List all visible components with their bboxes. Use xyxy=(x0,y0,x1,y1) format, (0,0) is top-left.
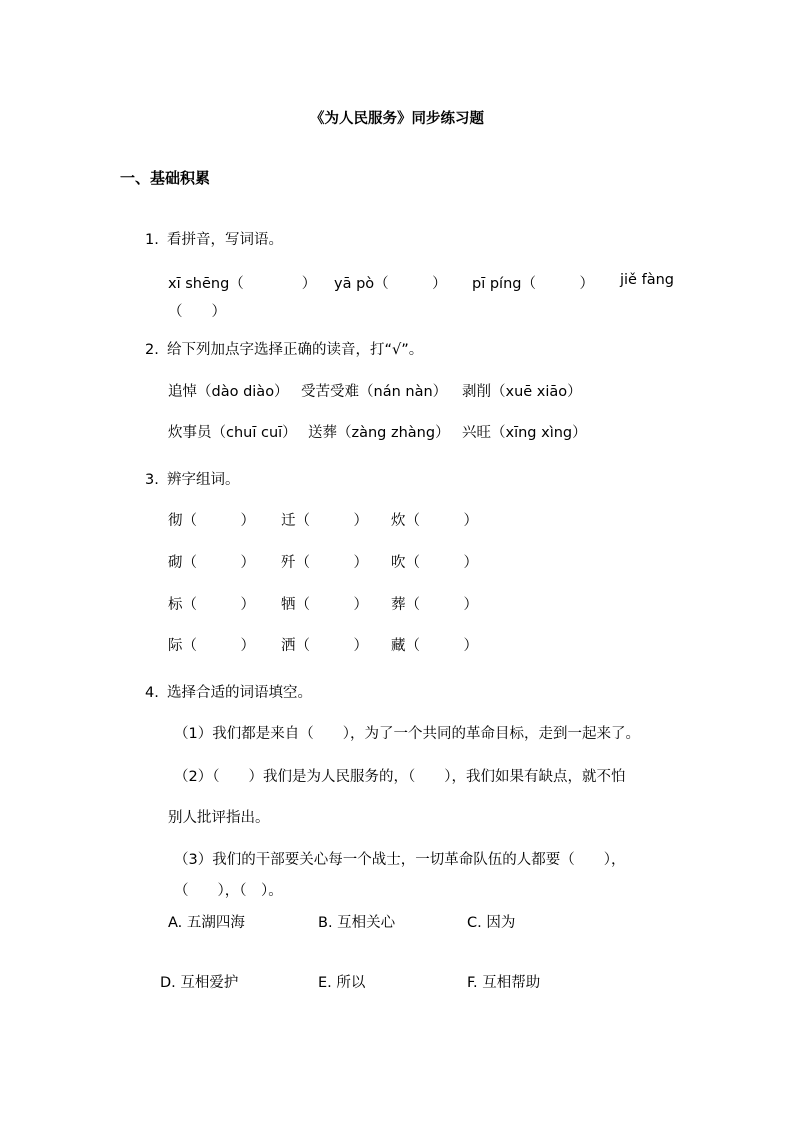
question-number: 3. xyxy=(145,472,159,488)
fill-sentence-2-cont: 别人批评指出。 xyxy=(168,810,270,826)
word-group-item: 藏（ ） xyxy=(391,638,478,654)
section-heading: 一、基础积累 xyxy=(120,169,211,187)
pinyin-item: yā pò（ ） xyxy=(334,276,447,292)
question-4 xyxy=(145,681,312,702)
word-group-item: 标（ ） xyxy=(168,597,255,613)
fill-sentence-1: （1）我们都是来自（ ），为了一个共同的革命目标，走到一起来了。 xyxy=(174,726,640,742)
question-text: 辨字组词。 xyxy=(167,472,240,488)
word-group-item: 彻（ ） xyxy=(168,513,255,529)
pinyin-item: xī shēng（ ） xyxy=(168,276,317,292)
option-c: C. 因为 xyxy=(467,915,516,931)
reading-item: 受苦受难（nán nàn） xyxy=(301,384,448,400)
reading-item: 剥削（xuē xiāo） xyxy=(462,384,582,400)
pinyin-item: jiě fàng xyxy=(620,272,674,288)
reading-item: 兴旺（xīng xìng） xyxy=(462,425,587,441)
fill-sentence-3: （3）我们的干部要关心每一个战士，一切革命队伍的人都要（ ）， xyxy=(174,852,626,868)
word-group-item: 吹（ ） xyxy=(391,555,478,571)
fill-sentence-3-cont: （ ），（ ）。 xyxy=(174,883,283,899)
question-1 xyxy=(145,228,283,249)
option-a: A. 五湖四海 xyxy=(168,915,245,931)
word-group-item: 洒（ ） xyxy=(281,638,368,654)
option-d: D. 互相爱护 xyxy=(160,975,239,991)
word-group-item: 歼（ ） xyxy=(281,555,368,571)
word-group-item: 葬（ ） xyxy=(391,597,478,613)
option-f: F. 互相帮助 xyxy=(467,975,541,991)
reading-item: 炊事员（chuī cuī） xyxy=(168,425,297,441)
question-2 xyxy=(145,338,423,359)
option-e: E. 所以 xyxy=(318,975,366,991)
reading-item: 追悼（dào diào） xyxy=(168,384,289,400)
question-number: 1. xyxy=(145,232,159,248)
reading-item: 送葬（zàng zhàng） xyxy=(308,425,450,441)
question-3 xyxy=(145,468,240,489)
word-group-item: 砌（ ） xyxy=(168,555,255,571)
answer-blank: （ ） xyxy=(168,304,226,320)
question-text: 看拼音，写词语。 xyxy=(167,232,283,248)
question-number: 2. xyxy=(145,342,159,358)
word-group-item: 迁（ ） xyxy=(281,513,368,529)
word-group-item: 牺（ ） xyxy=(281,597,368,613)
word-group-item: 炊（ ） xyxy=(391,513,478,529)
pinyin-item: pī píng（ ） xyxy=(472,276,594,292)
document-title: 《为人民服务》同步练习题 xyxy=(310,111,484,127)
option-b: B. 互相关心 xyxy=(318,915,396,931)
question-number: 4. xyxy=(145,685,159,701)
question-text: 给下列加点字选择正确的读音，打“√”。 xyxy=(167,342,424,358)
fill-sentence-2: （2）（ ）我们是为人民服务的，（ ），我们如果有缺点，就不怕 xyxy=(174,769,626,785)
question-text: 选择合适的词语填空。 xyxy=(167,685,312,701)
word-group-item: 际（ ） xyxy=(168,638,255,654)
